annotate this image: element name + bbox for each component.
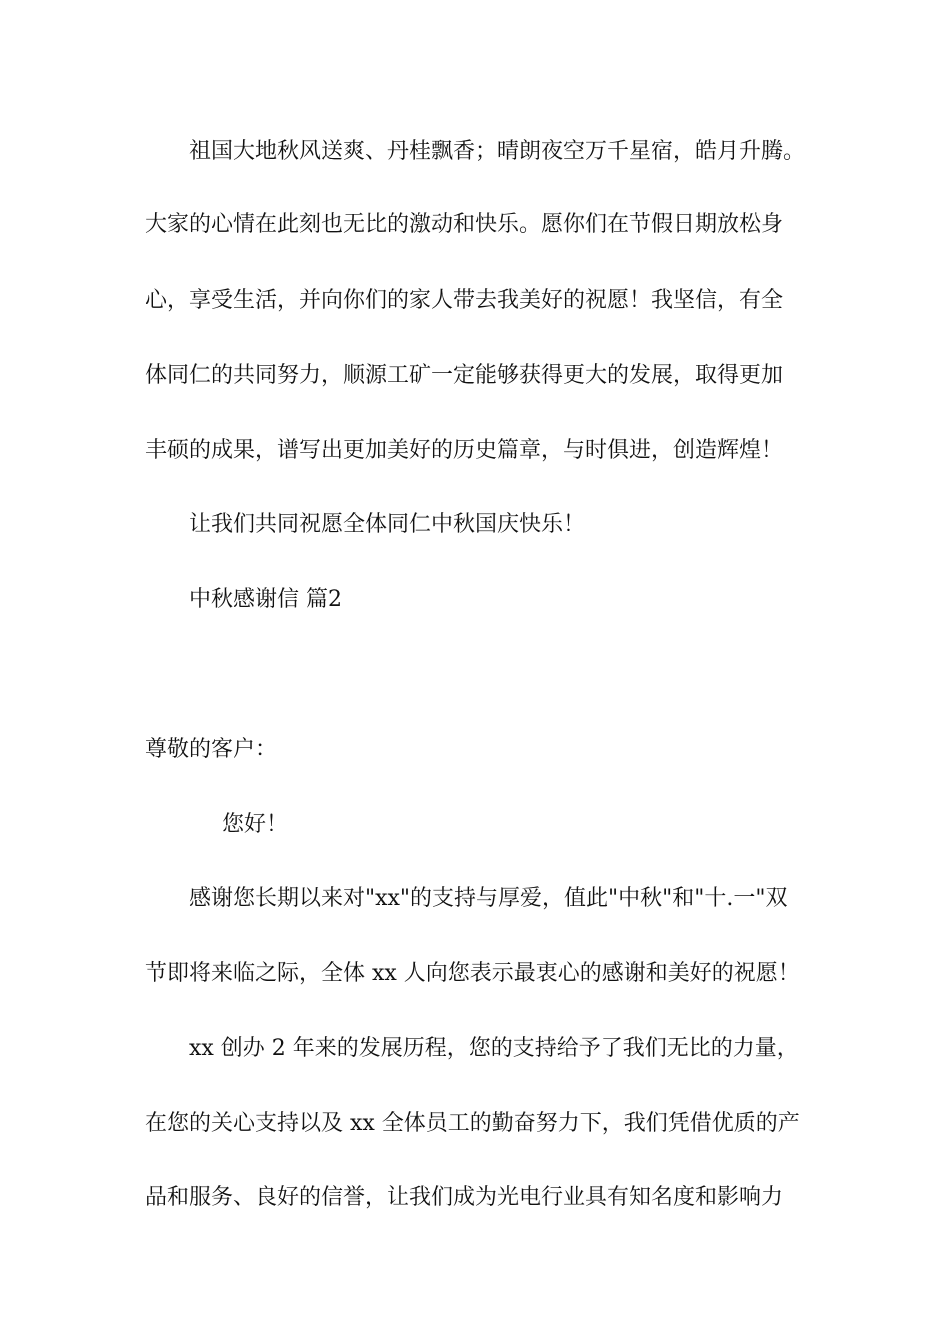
closing-line: 让我们共同祝愿全体同仁中秋国庆快乐！	[189, 512, 586, 537]
paragraph-line: 祖国大地秋风送爽、丹桂飘香；晴朗夜空万千星宿，皓月升腾。	[189, 139, 806, 164]
section-heading: 中秋感谢信 篇2	[189, 587, 342, 612]
paragraph-line: 大家的心情在此刻也无比的激动和快乐。愿你们在节假日期放松身	[145, 212, 784, 237]
paragraph-line: 心，享受生活，并向你们的家人带去我美好的祝愿！我坚信，有全	[145, 288, 784, 313]
paragraph-line: 感谢您长期以来对"xx"的支持与厚爱，值此"中秋"和"十.一"双	[189, 886, 788, 911]
paragraph-line: 丰硕的成果，谱写出更加美好的历史篇章，与时俱进，创造辉煌！	[145, 438, 784, 463]
paragraph-line: 在您的关心支持以及 xx 全体员工的勤奋努力下，我们凭借优质的产	[145, 1111, 800, 1136]
greeting: 您好！	[222, 812, 289, 837]
paragraph-line: 节即将来临之际，全体 xx 人向您表示最衷心的感谢和美好的祝愿！	[145, 961, 800, 986]
paragraph-line: 品和服务、良好的信誉，让我们成为光电行业具有知名度和影响力	[145, 1185, 784, 1210]
paragraph-line: 体同仁的共同努力，顺源工矿一定能够获得更大的发展，取得更加	[145, 363, 784, 388]
paragraph-line: xx 创办 2 年来的发展历程，您的支持给予了我们无比的力量，	[189, 1036, 799, 1061]
salutation: 尊敬的客户：	[145, 737, 278, 762]
